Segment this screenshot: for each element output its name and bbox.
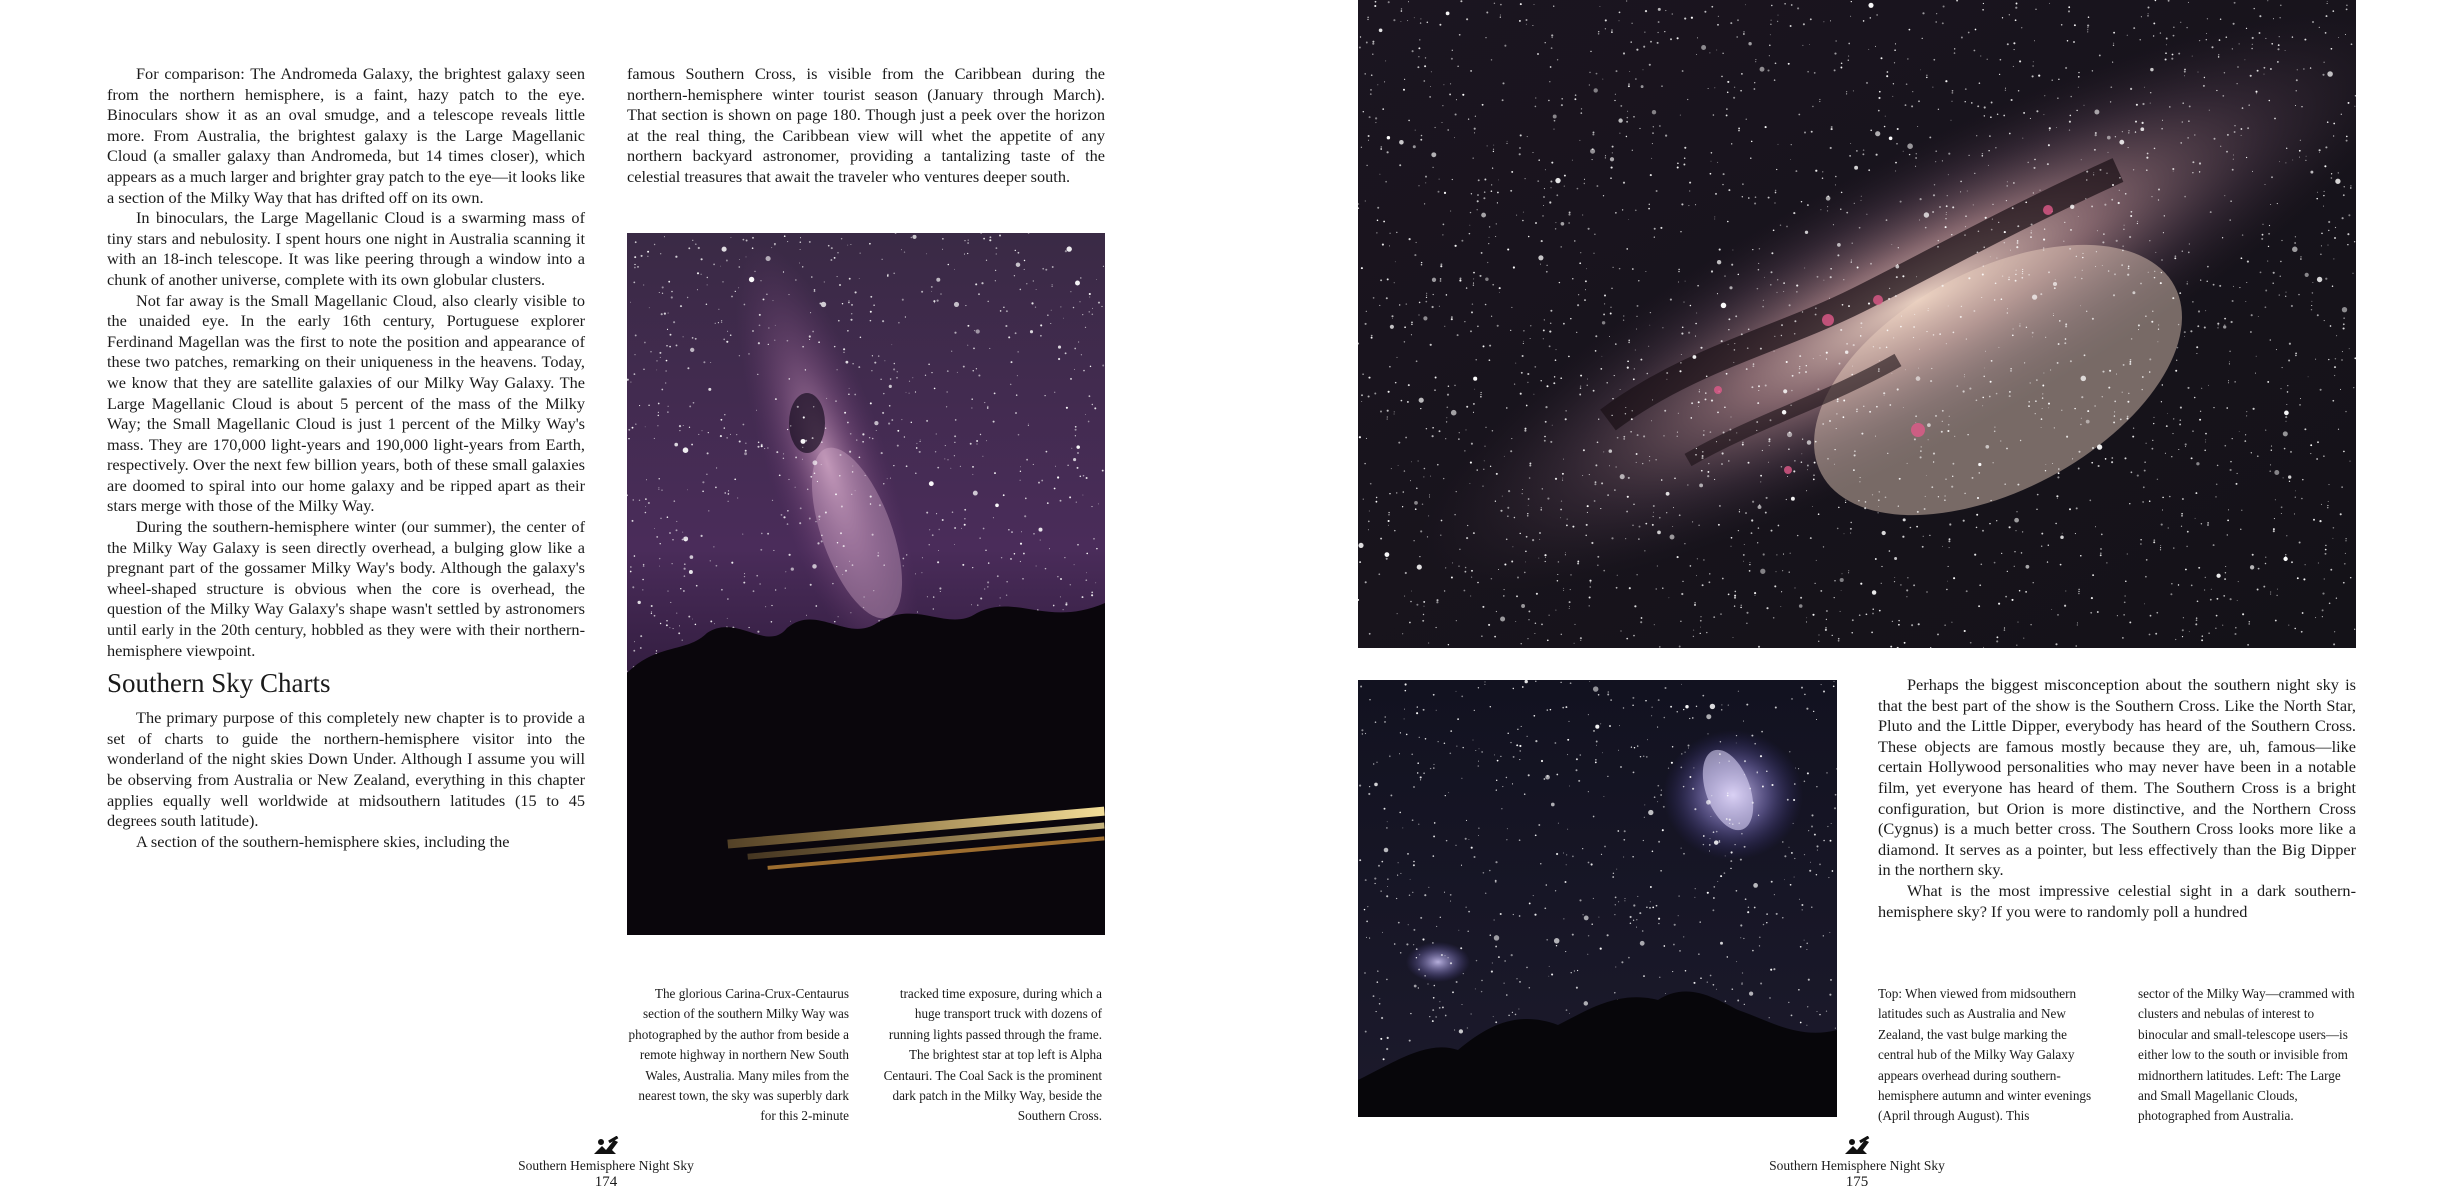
left-page-column-1	[107, 64, 585, 852]
running-head: Southern Hemisphere Night Sky	[1769, 1158, 1945, 1173]
photo-caption-part-1: The glorious Carina-Crux-Centaurus section of the southern Milky Way was photographed by the author from beside a remote highway in northern New South Wales, Australia. Many miles from the nearest town, the sky was superbly dark for this 2-minute	[628, 986, 849, 1124]
page-footer-left	[446, 1136, 766, 1190]
right-page-column	[1878, 675, 2356, 922]
body-paragraph: During the southern-hemisphere winter (our summer), the center of the Milky Way Galaxy is seen directly overhead, a bulging glow like a pregnant part of the gossamer Milky Way's body. Although the galaxy's wheel-shaped structure is obvious when the core is overhead, the question of the Milky Way Galaxy's shape wasn't settled by astronomers until early in the 20th century, hobbled as they were with their northern-hemisphere viewpoint.	[107, 517, 585, 660]
running-head: Southern Hemisphere Night Sky	[518, 1158, 694, 1173]
page-number: 175	[1845, 1174, 1869, 1190]
photo-caption-part-2: sector of the Milky Way—crammed with clusters and nebulas of interest to binocular and small-telescope users—is either low to the south or invisible from midnorthern latitudes. Left: The Large and Small Magellanic Clouds, photographed from Australia.	[2138, 986, 2355, 1124]
stargazer-icon	[592, 1136, 620, 1156]
night-sky-image	[1358, 680, 1837, 1117]
body-paragraph: The primary purpose of this completely new chapter is to provide a set of charts to guide the northern-hemisphere visitor into the wonderland of the night skies Down Under. Although I assume you will be observing from Australia or New Zealand, everything in this chapter applies equally well worldwide at midsouthern latitudes (15 to 45 degrees south latitude).	[107, 708, 585, 831]
section-heading: Southern Sky Charts	[107, 668, 331, 699]
night-sky-image	[1358, 0, 2356, 648]
left-page-column-2	[627, 64, 1105, 188]
body-paragraph: What is the most impressive celestial sight in a dark southern-hemisphere sky? If you were to randomly poll a hundred	[1878, 880, 2356, 921]
galactic-center-photo	[1358, 0, 2356, 648]
photo-caption-part-1: Top: When viewed from midsouthern latitudes such as Australia and New Zealand, the vast bulge marking the central hub of the Milky Way Galaxy appears overhead during southern-hemisphere autumn and winter evenings (April through August). This	[1878, 986, 2092, 1124]
page-number: 174	[594, 1174, 618, 1190]
body-paragraph: Perhaps the biggest misconception about the southern night sky is that the best part of the show is the Southern Cross. Like the North Star, Pluto and the Little Dipper, everybody has heard of the Southern Cross. These objects are famous mostly because they are, uh, famous—like certain Hollywood personalities who may never have been in a notable film, yet everyone has heard of them. The Southern Cross is a bright configuration, but Orion is more distinctive, and the Northern Cross (Cygnus) is a much better cross. The Southern Cross looks more like a diamond. It serves as a pointer, but less effectively than the Big Dipper in the northern sky.	[1878, 675, 2356, 880]
magellanic-clouds-photo	[1358, 680, 1837, 1117]
stargazer-icon	[1843, 1136, 1871, 1156]
body-paragraph: famous Southern Cross, is visible from the Caribbean during the northern-hemisphere winter tourist season (January through March). That section is shown on page 180. Though just a peek over the horizon at the real thing, the Caribbean view will whet the appetite of any northern backyard astronomer, providing a tantalizing taste of the celestial treasures that await the traveler who ventures deeper south.	[627, 64, 1105, 186]
night-sky-image	[627, 233, 1105, 935]
milky-way-photo-left	[627, 233, 1105, 935]
body-paragraph: A section of the southern-hemisphere skies, including the	[136, 831, 510, 851]
body-paragraph: Not far away is the Small Magellanic Cloud, also clearly visible to the unaided eye. In the early 16th century, Portuguese explorer Ferdinand Magellan was the first to note the position and appearance of these two patches, remarking on their uniqueness in the heavens. Today, we know that they are satellite galaxies of our Milky Way Galaxy. The Large Magellanic Cloud is about 5 percent of the mass of the Milky Way; the Small Magellanic Cloud is just 1 percent of the Milky Way's mass. They are 170,000 light-years and 190,000 light-years from Earth, respectively. Over the next few billion years, both of these small galaxies are doomed to spiral into our home galaxy and be ripped apart as their stars merge with those of the Milky Way.	[107, 290, 585, 516]
photo-caption-part-2: tracked time exposure, during which a huge transport truck with dozens of running lights passed through the frame. The brightest star at top left is Alpha Centauri. The Coal Sack is the prominent dark patch in the Milky Way, beside the Southern Cross.	[883, 986, 1102, 1124]
page-footer-right	[1697, 1136, 2017, 1190]
body-paragraph: For comparison: The Andromeda Galaxy, the brightest galaxy seen from the northern hemisphere, is a faint, hazy patch to the eye. Binoculars show it as an oval smudge, and a telescope reveals little more. From Australia, the brightest galaxy is the Large Magellanic Cloud (a smaller galaxy than Andromeda, but 14 times closer), which appears as a much larger and brighter gray patch to the eye—it looks like a section of the Milky Way that has drifted off on its own.	[107, 64, 585, 207]
body-paragraph: In binoculars, the Large Magellanic Cloud is a swarming mass of tiny stars and nebulosity. I spent hours one night in Australia scanning it with an 18-inch telescope. It was like peering through a window into a chunk of another universe, complete with its own globular clusters.	[107, 208, 585, 289]
